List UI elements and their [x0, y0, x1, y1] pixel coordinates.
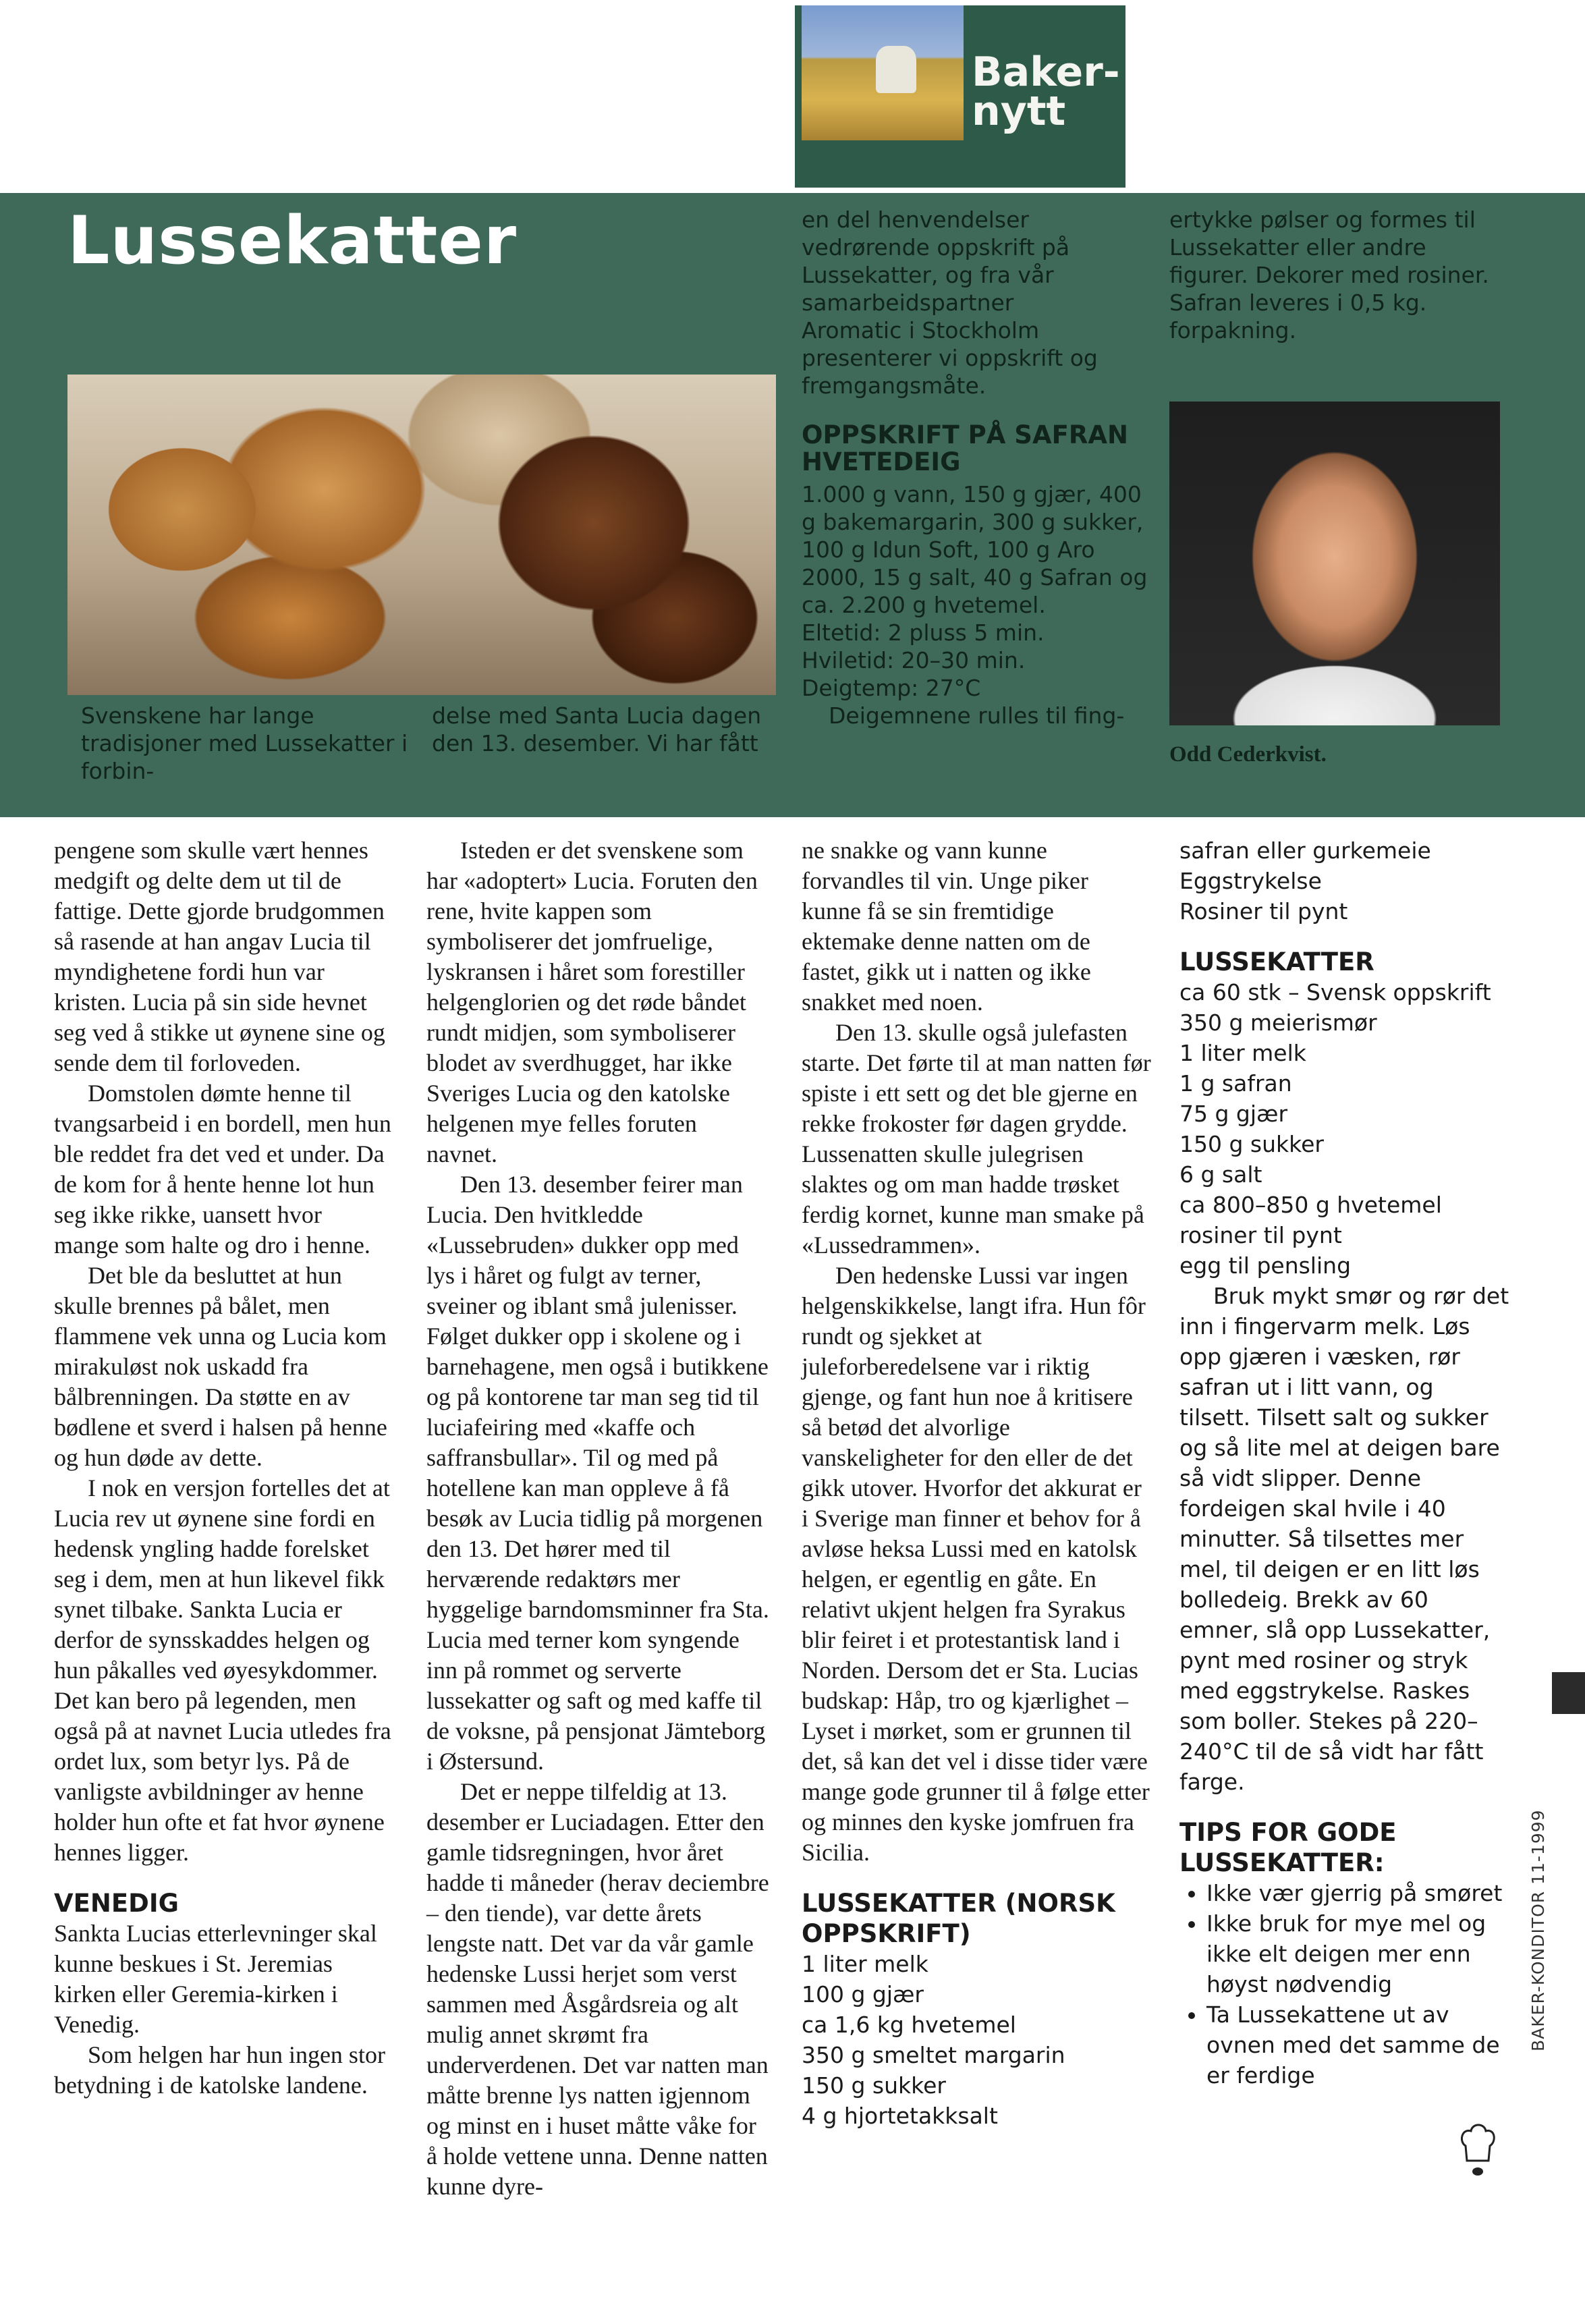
ingredient-item: ca 1,6 kg hvetemel	[802, 2012, 1016, 2038]
ingredient-item: 1 liter melk	[1179, 1040, 1306, 1066]
ingredient-item: egg til pensling	[1179, 1252, 1352, 1279]
ingredient-item: 4 g hjortetakksalt	[802, 2103, 998, 2129]
article-column-4	[1179, 835, 1510, 2091]
ingredient-item: ca 60 stk – Svensk oppskrift	[1179, 979, 1491, 1005]
ingredient-item: 350 g meierismør	[1179, 1009, 1377, 1036]
recipe-heading-norsk: LUSSEKATTER (NORSK OPPSKRIFT)	[802, 1889, 1115, 1948]
ingredient-item: ca 800–850 g hvetemel	[1179, 1192, 1442, 1218]
badge-title	[972, 49, 1120, 135]
person-in-field	[876, 46, 916, 93]
badge-title-line1: Baker-	[972, 49, 1120, 96]
magazine-footer: BAKER-KONDITOR 11-1999	[1528, 1809, 1548, 2051]
tip-item: • Ikke vær gjerrig på smøret	[1206, 1878, 1510, 1908]
tips-heading: TIPS FOR GODE LUSSEKATTER:	[1179, 1818, 1397, 1877]
section-heading: VENEDIG	[54, 1889, 179, 1918]
ingredient-item: 1 liter melk	[802, 1951, 928, 1977]
paragraph: Domstolen dømte henne til tvangsarbeid i en bordell, men hun ble reddet fra det ved et under. Da de kom for å hente henne lot hun seg ikke rikke, uansett hvor mange som halte og dro i henne.	[54, 1080, 391, 1258]
paragraph: Den 13. desember feirer man Lucia. Den hvitkledde «Lussebruden» dukker opp med lys i håret og fulgt av terner, sveiner og iblant små julenisser. Følget dukker opp i skolene og i barnehagene, men også i butikkene og på kontorene tar man seg tid til luciafeiring med «kaffe och saffransbullar». Til og med på hotellene kan man oppleve å få besøk av Lucia tidlig på morgenen den 13. Det hører med til herværende redaktørs mer hyggelige barndomsminner fra Sta. Lucia med terner kom syngende inn på rommet og serverte lussekatter og saft og med kaffe til de voksne, på pensjonat Jämteborg i Østersund.	[426, 1171, 769, 1775]
tip-item: • Ta Lussekattene ut av ovnen med det samme de er ferdige	[1206, 1999, 1510, 2091]
paragraph: I nok en versjon fortelles det at Lucia rev ut øynene sine fordi en hedensk yngling hadde forelsket seg i dem, men at hun likevel fikk synet tilbake. Sankta Lucia er derfor de synsskaddes helgen og hun påkalles ved øyesykdommer. Det kan bero på legenden, men også på at navnet Lucia utledes fra ordet lux, som betyr lys. På de vanligste avbildninger av henne holder hun ofte et fat hvor øynene hennes ligger.	[54, 1474, 391, 1866]
badge-title-line2: nytt	[972, 88, 1066, 135]
ingredient-item: Rosiner til pynt	[1179, 898, 1348, 924]
article-column-2	[426, 835, 771, 2202]
paragraph: Som helgen har hun ingen stor betydning i de katolske landene.	[54, 2041, 385, 2099]
paragraph: Den hedenske Lussi var ingen helgenskikkelse, langt ifra. Hun fôr rundt og sjekket at juleforberedelsene var i riktig gjenge, og fant hun noe å kritisere så betød det alvorlige vanskeligheter for den eller de det gikk utover. Hvorfor det akkurat er i Sverige man finner et behov for å avløse heksa Lussi med en katolsk helgen, er egentlig en gåte. En relativt ukjent helgen fra Syrakus blir feiret i et protestantisk land i Norden. Dersom det er Sta. Lucias budskap: Håp, tro og kjærlighet – Lyset i mørket, som er grunnen til det, så kan det vel i disse tider være mange gode grunner til å følge etter og minnes den kyske jomfruen fra Sicilia.	[802, 1262, 1150, 1866]
ingredient-item: 1 g safran	[1179, 1070, 1292, 1097]
chef-hat-icon	[1457, 2119, 1498, 2180]
paragraph: Isteden er det svenskene som har «adoptert» Lucia. Foruten den rene, hvite kappen som symboliserer det jomfruelige, lyskransen i håret som forestiller helgenglorien og det røde båndet rundt midjen, som symboliserer blodet av sverdhugget, har ikke Sveriges Lucia og den katolske helgenen mye felles foruten navnet.	[426, 837, 758, 1167]
ingredient-item: 350 g smeltet margarin	[802, 2042, 1065, 2068]
recipe-dough-temp: Deigtemp: 27°C	[802, 675, 981, 701]
recipe-heading: OPPSKRIFT PÅ SAFRAN HVETEDEIG	[802, 420, 1128, 476]
wheat-field-photo	[802, 5, 964, 140]
article-title: Lussekatter	[67, 202, 518, 279]
ingredient-list	[802, 1949, 1152, 2131]
tip-item: • Ikke bruk for mye mel og ikke elt deigen mer enn høyst nødvendig	[1206, 1908, 1510, 1999]
ingredient-item: 150 g sukker	[1179, 1131, 1324, 1157]
section-tab-marker	[1552, 1672, 1585, 1714]
paragraph: pengene som skulle vært hennes medgift og delte dem ut til de fattige. Dette gjorde brudgommen så rasende at han angav Lucia til myndighetene fordi hun var kristen. Lucia på sin side hevnet seg ved å stikke ut øynene sine og sende dem til forloveden.	[54, 837, 385, 1076]
recipe-rest-time: Hviletid: 20–30 min.	[802, 647, 1026, 673]
caption-middle: delse med Santa Lucia dagen den 13. desember. Vi har fått	[432, 702, 762, 756]
paragraph: Den 13. skulle også julefasten starte. Det førte til at man natten før spiste i ett sett og det ble gjerne en rekke frokoster før dagen grydde. Lussenatten skulle julegrisen slaktes og om man hadde trøsket ferdig kornet, kunne man smake på «Lussedrammen».	[802, 1019, 1151, 1258]
baker-nytt-badge	[795, 5, 1125, 188]
ingredient-item: safran eller gurkemeie	[1179, 837, 1431, 864]
method-paragraph: Bruk mykt smør og rør det inn i fingervarm melk. Løs opp gjæren i væsken, rør safran ut i litt vann, og tilsett. Tilsett salt og sukker og så lite mel at deigen bare så vidt slipper. Denne fordeigen skal hvile i 40 minutter. Så tilsettes mer mel, til deigen er en litt løs bolledeig. Brekk av 60 emner, slå opp Lussekatter, pynt med rosiner og stryk med eggstrykelse. Raskes som boller. Stekes på 220–240°C til de så vidt har fått farge.	[1179, 1283, 1509, 1795]
ingredient-item: 75 g gjær	[1179, 1101, 1288, 1127]
recipe-heading-svensk: LUSSEKATTER	[1179, 947, 1374, 976]
ingredient-item: rosiner til pynt	[1179, 1222, 1342, 1248]
recipe-body	[802, 480, 1152, 729]
ingredient-item: 100 g gjær	[802, 1981, 924, 2008]
ingredient-item: 150 g sukker	[802, 2072, 946, 2099]
paragraph: ne snakke og vann kunne forvandles til vin. Unge piker kunne få se sin fremtidige ektemake denne natten om de fastet, gikk ut i natten og ikke snakket med noen.	[802, 837, 1091, 1016]
recipe-method-cont: ertykke pølser og formes til Lussekatter eller andre figurer. Dekorer med rosiner. Safran leveres i 0,5 kg. forpakning.	[1169, 206, 1489, 343]
article-column-3	[802, 835, 1152, 2131]
ingredient-item: Eggstrykelse	[1179, 868, 1322, 894]
tips-list	[1179, 1878, 1510, 2091]
recipe-method-start: Deigemnene rulles til fing-	[829, 702, 1125, 729]
paragraph: Det er neppe tilfeldig at 13. desember er Luciadagen. Etter den gamle tidsregningen, hvor året hadde ti måneder (herav deciembre – den tiende), var dette årets lengste natt. Det var da vår gamle hedenske Lussi herjet som verst sammen med Åsgårdsreia og alt mulig annet skrømt fra underverdenen. Det var natten man måtte brenne lys natten igjennom og minst en i huset måtte våke for å holde vettene unna. Denne natten kunne dyre-	[426, 1778, 769, 2200]
paragraph: Det ble da besluttet at hun skulle brennes på bålet, men flammene vek unna og Lucia kom mirakuløst nok uskadd fra bålbrenningen. Da støtte en av bødlene et sverd i halsen på henne og hun døde av dette.	[54, 1262, 387, 1471]
ingredient-item: 6 g salt	[1179, 1161, 1262, 1188]
caption-left: Svenskene har lange tradisjoner med Lussekatter i forbin-	[81, 702, 408, 784]
recipe-mixing-time: Eltetid: 2 pluss 5 min.	[802, 619, 1045, 646]
intro-text: en del henvendelser vedrørende oppskrift på Lussekatter, og fra vår samarbeidspartner Aromatic i Stockholm presenterer vi oppskrift og fremgangsmåte.	[802, 206, 1098, 399]
lussekatter-bread-photo	[67, 375, 776, 695]
article-column-1	[54, 835, 391, 2101]
portrait-caption: Odd Cederkvist.	[1169, 742, 1327, 767]
paragraph: Sankta Lucias etterlevninger skal kunne beskues i St. Jeremias kirken eller Geremia-kirken i Venedig.	[54, 1920, 377, 2038]
recipe-ingredients: 1.000 g vann, 150 g gjær, 400 g bakemargarin, 300 g sukker, 100 g Idun Soft, 100 g Aro 2000, 15 g salt, 40 g Safran og ca. 2.200 g hvetemel.	[802, 481, 1148, 618]
portrait-photo	[1169, 402, 1500, 725]
